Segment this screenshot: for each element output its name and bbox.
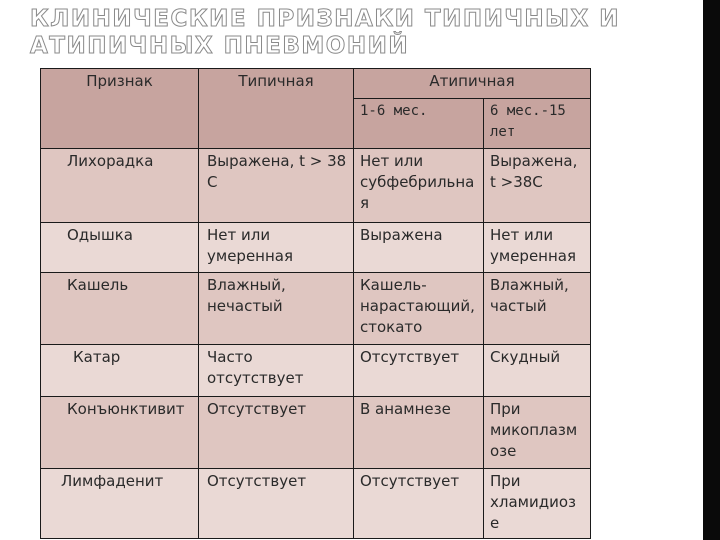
row-typical: Влажный, нечастый [199, 273, 354, 345]
row-age1: Кашель-нарастающий, стокато [354, 273, 484, 345]
row-age2: При хламидиозе [484, 469, 591, 539]
row-age2: Нет или умеренная [484, 223, 591, 273]
row-sign: Лимфаденит [41, 469, 199, 539]
row-typical: Отсутствует [199, 469, 354, 539]
pneumonia-signs-table [40, 68, 591, 539]
row-age2: При микоплазмозе [484, 397, 591, 469]
table-row [41, 223, 591, 273]
row-age1: Нет или субфебрильная [354, 149, 484, 223]
slide-title: КЛИНИЧЕСКИЕ ПРИЗНАКИ ТИПИЧНЫХ И АТИПИЧНЫХ ПНЕВМОНИЙ [30, 6, 620, 59]
header-sign: Признак [41, 69, 199, 149]
subheader-age-1-6-months: 1-6 мес. [354, 99, 484, 149]
header-atypical: Атипичная [354, 69, 591, 99]
slide-edge-bar [703, 0, 720, 540]
row-typical: Отсутствует [199, 397, 354, 469]
row-typical: Часто отсутствует [199, 345, 354, 397]
table-row [41, 149, 591, 223]
table-row [41, 397, 591, 469]
row-typical: Выражена, t > 38 С [199, 149, 354, 223]
table-row [41, 345, 591, 397]
row-sign: Конъюнктивит [41, 397, 199, 469]
table-row [41, 469, 591, 539]
row-age2: Влажный, частый [484, 273, 591, 345]
row-sign: Кашель [41, 273, 199, 345]
row-sign: Лихорадка [41, 149, 199, 223]
row-age1: Выражена [354, 223, 484, 273]
table-row [41, 273, 591, 345]
header-typical: Типичная [199, 69, 354, 149]
row-age1: В анамнезе [354, 397, 484, 469]
row-typical: Нет или умеренная [199, 223, 354, 273]
row-age2: Скудный [484, 345, 591, 397]
row-age1: Отсутствует [354, 345, 484, 397]
row-age1: Отсутствует [354, 469, 484, 539]
row-sign: Катар [41, 345, 199, 397]
subheader-age-6-months-15-years: 6 мес.-15 лет [484, 99, 591, 149]
row-sign: Одышка [41, 223, 199, 273]
row-age2: Выражена, t >38С [484, 149, 591, 223]
